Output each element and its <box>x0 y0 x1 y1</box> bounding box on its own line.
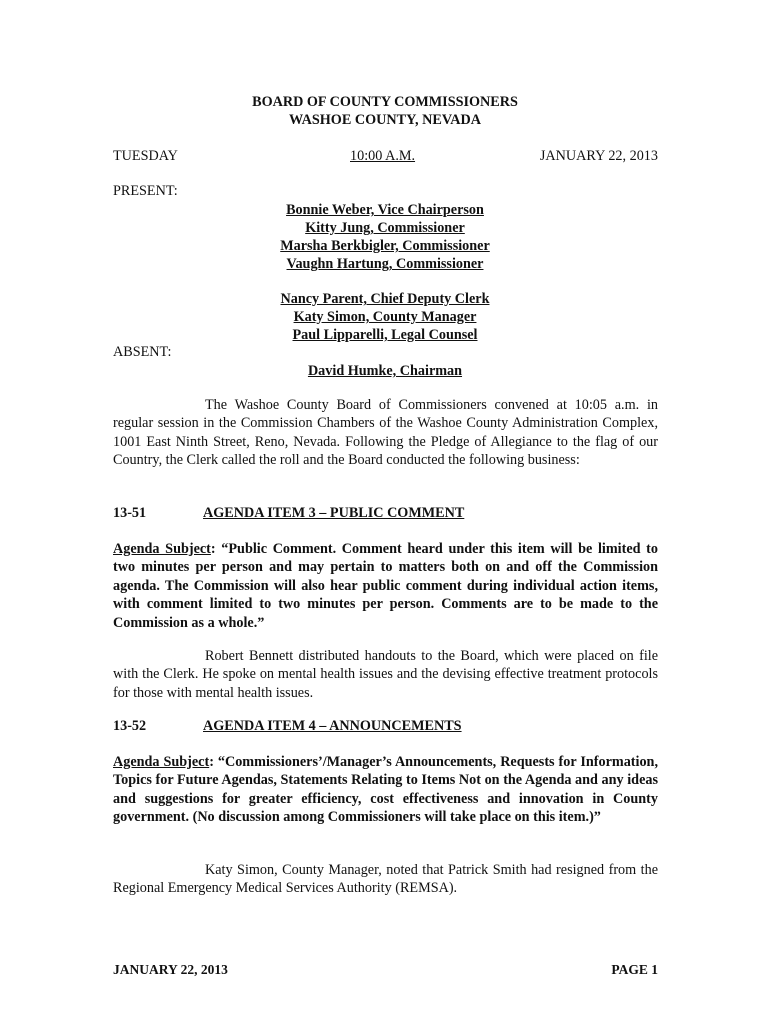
present-commissioners <box>0 201 770 273</box>
item-body: Katy Simon, County Manager, noted that Patrick Smith had resigned from the Regional Emergency Medical Services Authority (REMSA). <box>113 862 658 897</box>
staff-name: Katy Simon, County Manager <box>293 309 477 325</box>
meeting-time: 10:00 A.M. <box>350 148 416 164</box>
meeting-date: JANUARY 22, 2013 <box>539 148 658 164</box>
absent-label: ABSENT: <box>113 344 172 360</box>
commissioner-name: Kitty Jung, Commissioner <box>305 220 465 236</box>
item-number: 13-52 <box>113 718 147 734</box>
commissioner-name: Marsha Berkbigler, Commissioner <box>280 238 490 254</box>
commissioner-name: Bonnie Weber, Vice Chairperson <box>286 202 484 218</box>
item-body: Robert Bennett distributed handouts to the Board, which were placed on file with the Clerk. He spoke on mental health issues and the devising effective treatment protocols for those with mental health issues. <box>113 648 658 701</box>
agenda-subject-label: Agenda Subject <box>113 754 210 770</box>
absent-member-name: David Humke, Chairman <box>307 363 463 379</box>
item-title: AGENDA ITEM 3 – PUBLIC COMMENT <box>203 505 465 521</box>
agenda-subject-label: Agenda Subject <box>113 541 211 557</box>
agenda-item-heading <box>113 718 658 738</box>
commissioner-name: Vaughn Hartung, Commissioner <box>286 256 484 272</box>
present-label: PRESENT: <box>113 183 178 199</box>
page-footer <box>113 962 658 982</box>
staff-name: Paul Lipparelli, Legal Counsel <box>292 327 478 343</box>
intro-paragraph: The Washoe County Board of Commissioners convened at 10:05 a.m. in regular session in the Commission Chambers of the Washoe County Administration Complex, 1001 East Ninth Street, Reno, Nevada. Following the Pledge of Allegiance to the flag of our Country, the Clerk called the roll and the Board conducted the following business: <box>113 397 658 469</box>
agenda-subject <box>113 540 658 632</box>
footer-date: JANUARY 22, 2013 <box>113 962 228 977</box>
page-number: PAGE 1 <box>611 962 658 977</box>
staff-name: Nancy Parent, Chief Deputy Clerk <box>280 291 490 307</box>
present-staff <box>0 290 770 344</box>
header-title: BOARD OF COUNTY COMMISSIONERS <box>252 94 518 110</box>
agenda-subject-text: : “Commissioners’/Manager’s Announcements, Requests for Information, Topics for Future Agendas, Statements Relating to Items Not on the Agenda and any ideas and suggestions for greater efficiency, cost effectiveness and innovation in County government. (No discussion among Commissioners will take place on this item.)” <box>113 754 658 826</box>
absent-members <box>0 362 770 380</box>
meeting-day: TUESDAY <box>113 148 178 164</box>
agenda-subject-text: : “Public Comment. Comment heard under this item will be limited to two minutes per person and may pertain to matters both on and off the Commission agenda. The Commission will also hear public comment during individual action items, with comment limited to two minutes per person. Comments are to be made to the Commission as a whole.” <box>113 541 658 631</box>
item-title: AGENDA ITEM 4 – ANNOUNCEMENTS <box>203 718 462 734</box>
header-subtitle: WASHOE COUNTY, NEVADA <box>289 112 481 128</box>
agenda-item-heading <box>113 505 658 525</box>
meeting-info-row <box>113 148 658 168</box>
item-number: 13-51 <box>113 505 147 521</box>
agenda-subject <box>113 753 658 827</box>
